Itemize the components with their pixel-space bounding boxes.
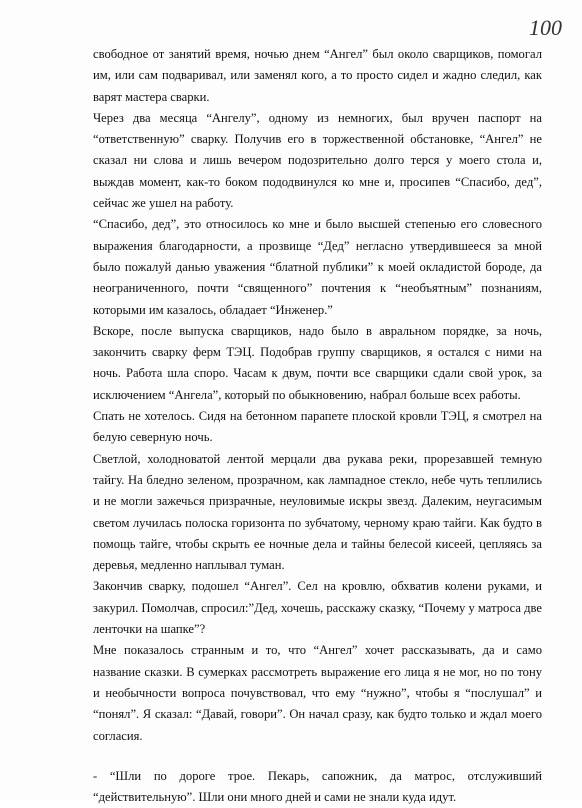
paragraph: - “Шли по дороге трое. Пекарь, сапожник, да матрос, отслуживший “действительную”. Шли они много дней и сами не знали куда идут. bbox=[93, 768, 542, 805]
page-text bbox=[93, 44, 542, 808]
paragraph: Мне показалось странным и то, что “Ангел” хочет рассказывать, да и само название сказки. В сумерках рассмотреть выражение его лица я не мог, но по тону и необычности вопроса почувствовал, что ему “нужно”, чтобы я “послушал” и “понял”. Я сказал: “Давай, говори”. Он начал сразу, как будто только и ждал моего согласия. bbox=[93, 643, 542, 743]
paragraph: Закончив сварку, подошел “Ангел”. Сел на кровлю, обхватив колени руками, и закурил. Помолчав, спросил:”Дед, хочешь, расскажу сказку, “Почему у матроса две ленточки на шапке”? bbox=[93, 579, 542, 637]
paragraph: Через два месяца “Ангелу”, одному из немногих, был вручен паспорт на “ответственную” сварку. Получив его в торжественной обстановке, “Ангел” не сказал ни слова и лишь вечером подозрительно долго терся у моего стола и, выждав момент, как-то боком пододвинулся ко мне и, просипев “Спасибо, дед”, сейчас же ушел на работу. bbox=[93, 110, 542, 211]
page-number: 100 bbox=[529, 15, 562, 40]
paragraph: Спать не хотелось. Сидя на бетонном парапете плоской кровли ТЭЦ, я смотрел на белую северную ночь. bbox=[93, 409, 542, 445]
paragraph-gap bbox=[93, 747, 542, 766]
paragraph: “Спасибо, дед”, это относилось ко мне и было высшей степенью его словесного выражения благодарности, а прозвище “Дед” негласно утвердившееся за мной было пожалуй данью уважения “блатной публики” к моей окладистой бороде, да неограниченного, почти “священного” почтения к “необъятным” познаниям, которыми им казалось, обладает “Инженер.” bbox=[93, 217, 542, 317]
paragraph: Вскоре, после выпуска сварщиков, надо было в авральном порядке, за ночь, закончить сварку ферм ТЭЦ. Подобрав группу сварщиков, я остался с ними на ночь. Работа шла споро. Часам к двум, почти все сварщики сдали свой урок, за исключением “Ангела”, который по обыкновению, набрал больше всех работы. bbox=[93, 323, 542, 402]
paragraph: свободное от занятий время, ночью днем “Ангел” был около сварщиков, помогал им, или сам подваривал, или заменял кого, а то просто сидел и жадно следил, как варят мастера сварки. bbox=[93, 47, 542, 104]
paragraph: Светлой, холодноватой лентой мерцали два рукава реки, прорезавшей темную тайгу. На бледно зеленом, прозрачном, как лампадное стекло, небе чуть теплились и не могли зажечься призрачные, неуловимые искры звезд. Далеким, неугасимым светом лучилась полоска горизонта по зубчатому, черному краю тайги. Как будто в помощь тайге, чтобы скрыть ее ночные дела и тайны белесой кисеей, цепляясь за деревья, медленно наплывал туман. bbox=[93, 451, 542, 573]
